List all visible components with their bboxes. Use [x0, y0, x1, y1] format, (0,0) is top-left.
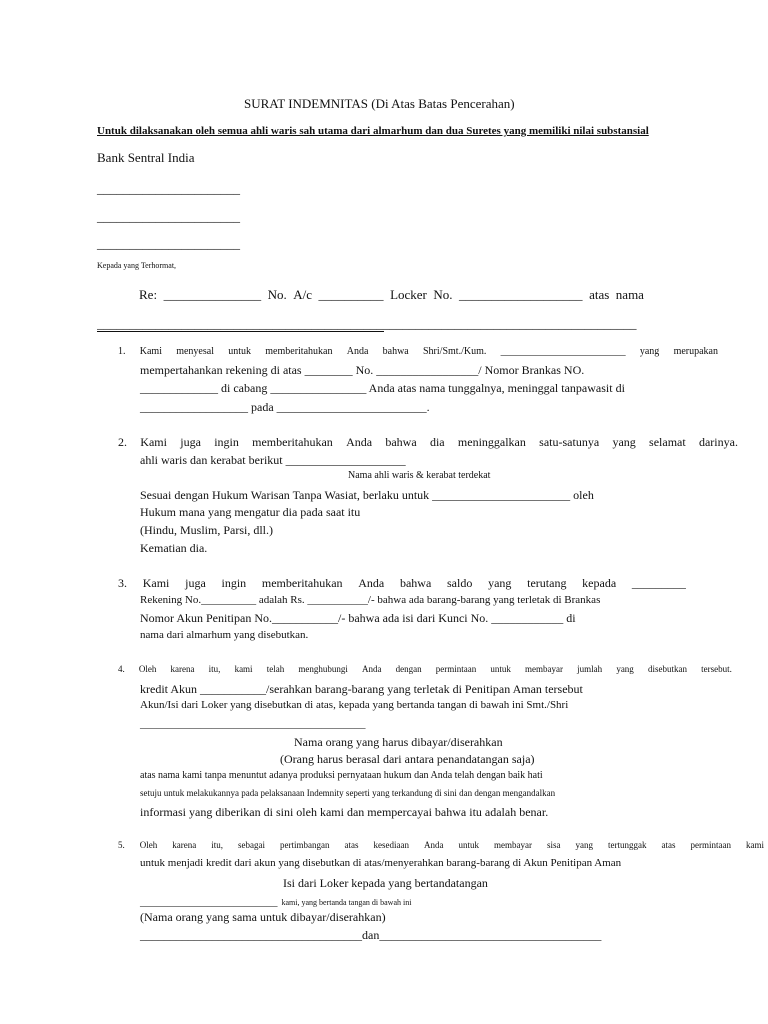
- para4-line1: [118, 665, 732, 674]
- blank: _________________________: [140, 896, 278, 908]
- para4-line7: informasi yang diberikan di sini oleh kami dan mempercayai bahwa itu adalah benar.: [140, 805, 549, 819]
- word: ingin: [221, 576, 247, 590]
- word: terutang: [527, 576, 567, 590]
- para5-line2: untuk menjadi kredit dari akun yang disebutkan di atas/menyerahkan barang-barang di Akun Penitipan Aman: [140, 857, 622, 869]
- word: yang: [612, 435, 636, 449]
- word: itu,: [208, 664, 221, 674]
- para5-line4-text: kami, yang bertanda tangan di bawah ini: [281, 898, 412, 907]
- word: juga: [180, 435, 201, 449]
- separator-double-rule: ___________________________________________________________________________________: [97, 317, 637, 330]
- word: kami: [234, 664, 253, 674]
- word: itu,: [211, 840, 223, 850]
- re-word: nama: [615, 287, 644, 302]
- word: membayar: [493, 840, 532, 850]
- word: Oleh: [138, 664, 157, 674]
- word: juga: [185, 576, 206, 590]
- re-word: No.: [433, 287, 453, 302]
- para5-line1: [118, 841, 764, 850]
- word: meninggalkan: [457, 435, 526, 449]
- para2-line5: (Hindu, Muslim, Parsi, dll.): [140, 523, 274, 537]
- para2-line2: ahli waris dan kerabat berikut ____________________: [140, 453, 406, 467]
- word: saldo: [447, 576, 473, 590]
- salutation: Kepada yang Terhormat,: [97, 261, 177, 270]
- word: telah: [266, 664, 285, 674]
- document-subtitle: Untuk dilaksanakan oleh semua ahli waris sah utama dari almarhum dan dua Suretes yang memiliki nilai substansial: [97, 125, 649, 137]
- para3-line2: Rekening No.__________ adalah Rs. ___________/- bahwa ada barang-barang yang terletak di Brankas: [140, 594, 601, 606]
- word: bahwa: [382, 346, 409, 357]
- word: karena: [172, 840, 197, 850]
- word: memberitahukan: [265, 346, 333, 357]
- re-blank-2: __________: [318, 287, 384, 302]
- word: dengan: [395, 664, 422, 674]
- para5-line6: _____________________________________dan_____________________________________: [140, 928, 602, 942]
- para1-line3: _____________ di cabang ________________ Anda atas nama tunggalnya, meninggal tanpawasit di: [140, 381, 625, 395]
- bank-name: Bank Sentral India: [97, 150, 195, 165]
- word: darinya.: [698, 435, 738, 449]
- word: 2.: [118, 435, 127, 449]
- para1-line1: [118, 347, 718, 357]
- word: jumlah: [577, 664, 603, 674]
- word: untuk: [490, 664, 511, 674]
- word: 4.: [118, 664, 125, 674]
- para5-line4: [140, 893, 411, 909]
- word: yang: [575, 840, 593, 850]
- word: disebutkan: [647, 664, 687, 674]
- blank: _________: [631, 576, 686, 590]
- word: tersebut.: [701, 664, 732, 674]
- word: ingin: [214, 435, 239, 449]
- word: memberitahukan: [261, 576, 343, 590]
- word: permintaan: [690, 840, 731, 850]
- word: sisa: [546, 840, 561, 850]
- word: bahwa: [385, 435, 417, 449]
- re-word: atas: [589, 287, 610, 302]
- para4-line4: _________________________________________: [140, 718, 366, 730]
- para1-line4: __________________ pada _________________________.: [140, 400, 430, 414]
- word: 1.: [118, 346, 126, 357]
- word: atas: [661, 840, 676, 850]
- word: bahwa: [399, 576, 432, 590]
- word: yang: [616, 664, 634, 674]
- word: Kami: [142, 576, 170, 590]
- para4-caption-1: Nama orang yang harus dibayar/diserahkan: [294, 735, 503, 749]
- word: Oleh: [139, 840, 158, 850]
- word: memberitahukan: [252, 435, 333, 449]
- word: Anda: [361, 664, 382, 674]
- word: selamat: [649, 435, 686, 449]
- word: merupakan: [673, 346, 718, 357]
- re-word: Re:: [139, 287, 158, 302]
- word: yang: [488, 576, 512, 590]
- re-blank-1: _______________: [163, 287, 262, 302]
- word: kepada: [582, 576, 617, 590]
- word: untuk: [228, 346, 252, 357]
- document-title: SURAT INDEMNITAS (Di Atas Batas Pencerahan): [244, 96, 515, 111]
- word: Kami: [140, 435, 167, 449]
- para1-line2: mempertahankan rekening di atas ________ No. _________________/ Nomor Brankas NO.: [140, 363, 585, 377]
- re-word: A/c: [293, 287, 313, 302]
- word: Anda: [423, 840, 444, 850]
- word: atas: [344, 840, 359, 850]
- para5-line5: (Nama orang yang sama untuk dibayar/diserahkan): [140, 910, 386, 924]
- word: Anda: [358, 576, 385, 590]
- para5-line3: Isi dari Loker kepada yang bertandatangan: [283, 876, 488, 890]
- word: satu-satunya: [539, 435, 600, 449]
- re-word: Locker: [390, 287, 427, 302]
- word: 3.: [118, 576, 127, 590]
- word: karena: [170, 664, 195, 674]
- para2-line4: Hukum mana yang mengatur dia pada saat itu: [140, 505, 361, 519]
- para4-line2: kredit Akun ___________/serahkan barang-barang yang terletak di Penitipan Aman tersebut: [140, 682, 583, 696]
- word: sebagai: [238, 840, 265, 850]
- para2-line6: Kematian dia.: [140, 541, 208, 555]
- word: untuk: [458, 840, 479, 850]
- address-line-2: ______________________: [97, 209, 240, 224]
- para2-line3: Sesuai dengan Hukum Warisan Tanpa Wasiat, berlaku untuk _______________________ oleh: [140, 488, 594, 502]
- re-blank-3: ___________________: [459, 287, 583, 302]
- word: menyesal: [176, 346, 214, 357]
- word: yang: [639, 346, 660, 357]
- word: Kami: [139, 346, 162, 357]
- para4-caption-2: (Orang harus berasal dari antara penandatangan saja): [280, 752, 535, 766]
- word: dia: [429, 435, 445, 449]
- para4-line6: setuju untuk melakukannya pada pelaksanaan Indemnity seperti yang terkandung di sini dan dengan mengandalkan: [140, 788, 556, 798]
- para3-line1: [118, 577, 686, 589]
- word: kesediaan: [373, 840, 409, 850]
- word: 5.: [118, 840, 125, 850]
- para2-caption: Nama ahli waris & kerabat terdekat: [348, 470, 491, 481]
- word: membayar: [525, 664, 564, 674]
- word: menghubungi: [298, 664, 348, 674]
- blank: _________________________: [500, 346, 626, 357]
- re-word: No.: [267, 287, 287, 302]
- para4-line3: Akun/Isi dari Loker yang disebutkan di atas, kepada yang bertanda tangan di bawah ini Smt./Shri: [140, 699, 569, 711]
- para2-line1: [118, 436, 738, 448]
- para3-line3: Nomor Akun Penitipan No.___________/- bahwa ada isi dari Kunci No. ____________ di: [140, 611, 576, 625]
- word: kami: [745, 840, 764, 850]
- para4-line5: atas nama kami tanpa menuntut adanya produksi pernyataan hukum dan Anda telah dengan baik hati: [140, 770, 543, 781]
- word: pertimbangan: [280, 840, 330, 850]
- address-line-1: ______________________: [97, 181, 240, 196]
- reference-line: [139, 288, 644, 301]
- address-line-3: ______________________: [97, 236, 240, 251]
- word: Anda: [346, 435, 373, 449]
- word: Anda: [346, 346, 369, 357]
- separator-rule: [97, 331, 384, 332]
- para3-line4: nama dari almarhum yang disebutkan.: [140, 629, 309, 641]
- word: permintaan: [435, 664, 477, 674]
- word: Shri/Smt./Kum.: [423, 346, 487, 357]
- word: tertunggak: [607, 840, 647, 850]
